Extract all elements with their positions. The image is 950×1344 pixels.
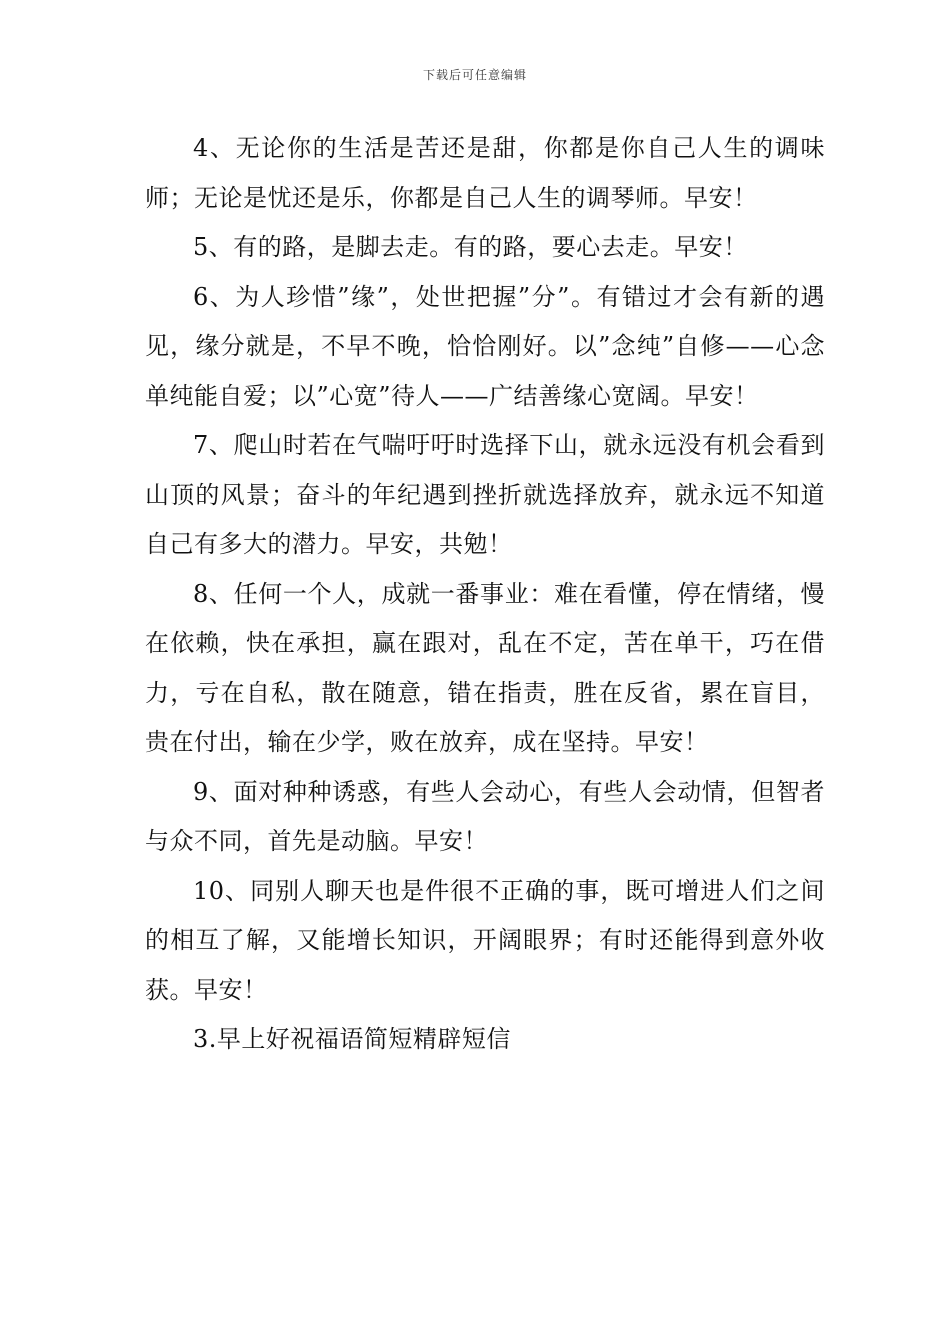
header-note: 下载后可任意编辑 bbox=[422, 68, 527, 82]
paragraph-10: 10、同别人聊天也是件很不正确的事，既可增进人们之间的相互了解，又能增长知识，开阔眼界；有时还能得到意外收获。早安！ bbox=[145, 876, 825, 1004]
document-body bbox=[145, 124, 825, 1065]
paragraph-8: 8、任何一个人，成就一番事业：难在看懂，停在情绪，慢在依赖，快在承担，赢在跟对，乱在不定，苦在单干，巧在借力，亏在自私，散在随意，错在指责，胜在反省，累在盲目，贵在付出，输在少学，败在放弃，成在坚持。早安！ bbox=[145, 579, 825, 756]
paragraph-5: 5、有的路，是脚去走。有的路，要心去走。早安！ bbox=[193, 233, 748, 261]
paragraph-7: 7、爬山时若在气喘吁吁时选择下山，就永远没有机会看到山顶的风景；奋斗的年纪遇到挫折就选择放弃，就永远不知道自己有多大的潜力。早安，共勉！ bbox=[145, 431, 825, 558]
section-heading: 3.早上好祝福语简短精辟短信 bbox=[193, 1025, 511, 1053]
paragraph-6: 6、为人珍惜”缘”，处世把握”分”。有错过才会有新的遇见，缘分就是，不早不晚，恰恰刚好。以”念纯”自修——心念单纯能自爱；以”心宽”待人——广结善缘心宽阔。早安！ bbox=[145, 282, 825, 410]
paragraph-4: 4、无论你的生活是苦还是甜，你都是你自己人生的调味师；无论是忧还是乐，你都是自己人生的调琴师。早安！ bbox=[145, 134, 825, 212]
paragraph-9: 9、面对种种诱惑，有些人会动心，有些人会动情，但智者与众不同，首先是动脑。早安！ bbox=[145, 777, 825, 855]
